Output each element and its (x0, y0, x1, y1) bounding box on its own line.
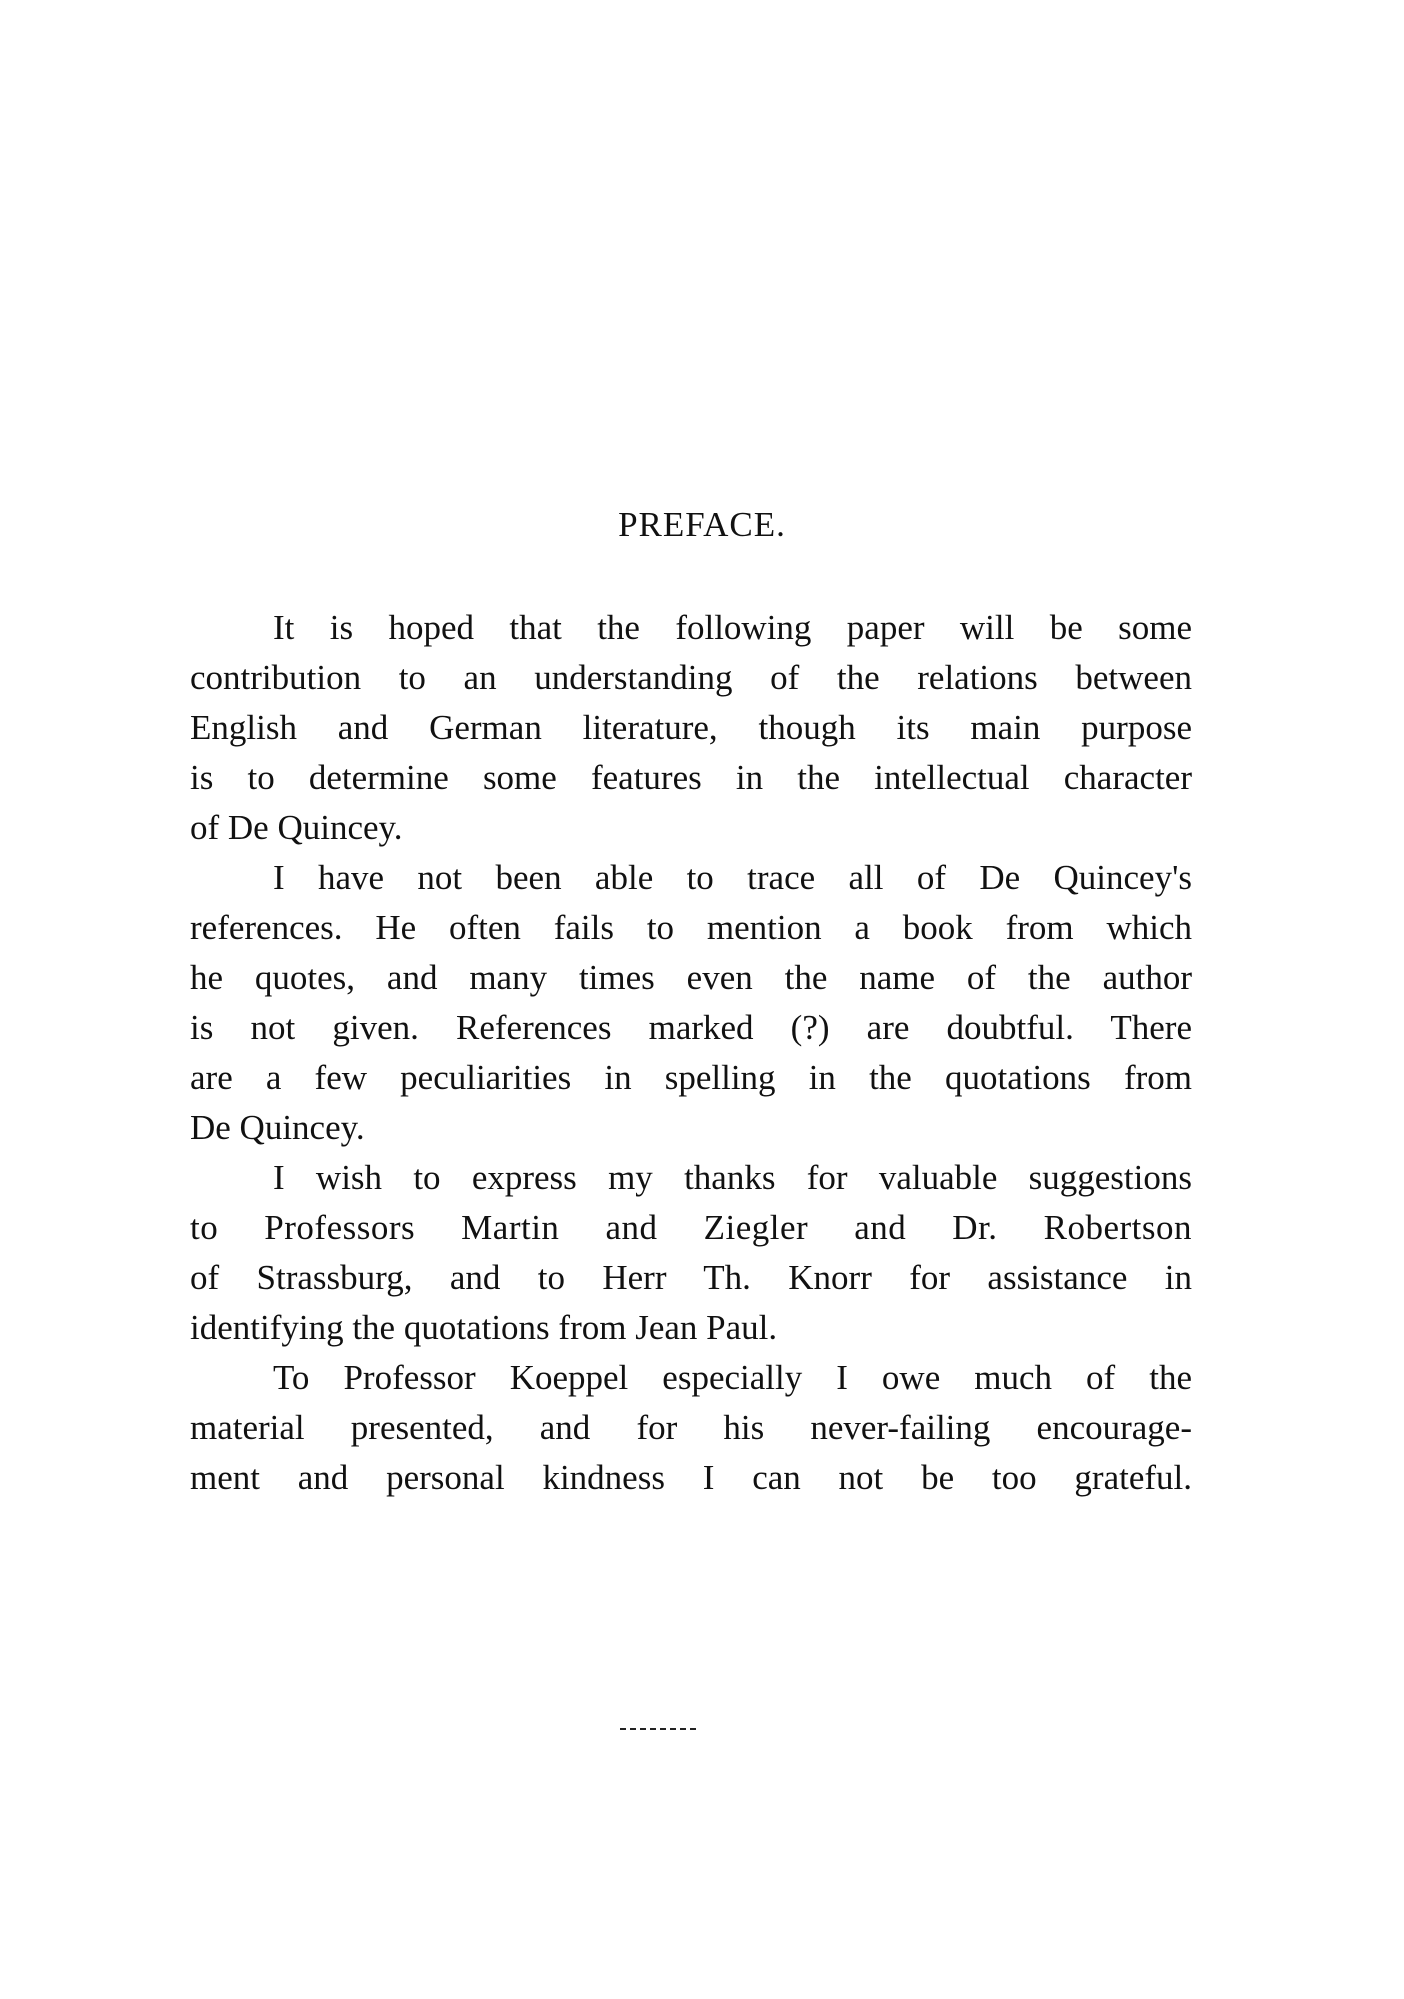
text-line: I have not been able to trace all of De Quincey's (273, 858, 1192, 897)
text-line: I wish to express my thanks for valuable suggestions (273, 1158, 1192, 1197)
text-line: To Professor Koeppel especially I owe much of the (273, 1358, 1192, 1397)
text-line: It is hoped that the following paper will be some (273, 608, 1192, 647)
text-line: contribution to an understanding of the relations between (190, 658, 1192, 697)
text-line: ment and personal kindness I can not be too grateful. (190, 1458, 1192, 1497)
text-line: of Strassburg, and to Herr Th. Knorr for assistance in (190, 1258, 1192, 1297)
page-title: PREFACE. (618, 505, 786, 544)
text-line: he quotes, and many times even the name of the author (190, 958, 1192, 997)
text-line: to Professors Martin and Ziegler and Dr. Robertson (190, 1208, 1192, 1247)
text-line: identifying the quotations from Jean Paul. (190, 1308, 778, 1347)
text-line: is not given. References marked (?) are doubtful. There (190, 1008, 1192, 1047)
text-line: De Quincey. (190, 1108, 365, 1147)
text-line: of De Quincey. (190, 808, 403, 847)
text-line: references. He often fails to mention a book from which (190, 908, 1192, 947)
text-line: is to determine some features in the intellectual character (190, 758, 1192, 797)
text-line: English and German literature, though its main purpose (190, 708, 1192, 747)
end-rule-divider (620, 1728, 696, 1730)
text-line: material presented, and for his never-failing encourage- (190, 1408, 1192, 1447)
text-line: are a few peculiarities in spelling in the quotations from (190, 1058, 1192, 1097)
